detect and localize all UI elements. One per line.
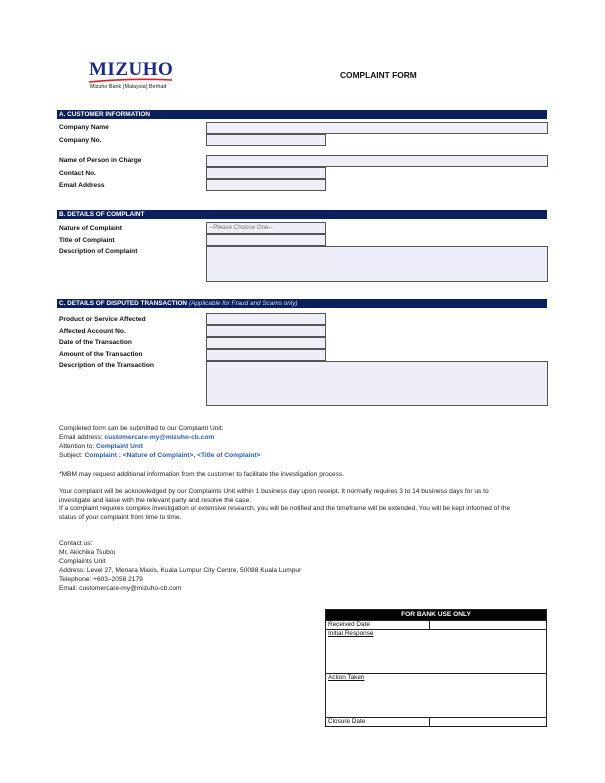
amount-field[interactable] [206, 349, 326, 361]
transaction-description-field[interactable] [206, 361, 548, 406]
closure-date-label: Closure Date [328, 718, 366, 725]
received-date-label: Received Date [328, 621, 370, 628]
company-name-label: Company Name [59, 124, 109, 131]
product-label: Product or Service Affected [59, 316, 146, 323]
table-divider [429, 621, 430, 629]
company-name-field[interactable] [206, 122, 548, 134]
section-c-header [57, 299, 547, 308]
product-field[interactable] [206, 313, 326, 325]
submission-email-label: Email address: [59, 434, 105, 441]
company-no-field[interactable] [206, 134, 326, 146]
contact-telephone: Telephone: +603–2058 2179 [59, 576, 143, 583]
contact-email: Email: customercare-my@mizuho-cb.com [59, 585, 182, 592]
action-taken-label: Action Taken [328, 674, 365, 681]
transaction-description-label: Description of the Transaction [59, 362, 154, 369]
submission-subject [59, 451, 260, 460]
title-label: Title of Complaint [59, 237, 115, 244]
submission-attention-label: Attention to: [59, 443, 97, 450]
closure-date-row [326, 717, 546, 726]
action-taken-row [326, 673, 546, 717]
ack-line-4: status of your complaint from time to time. [59, 514, 182, 521]
amount-label: Amount of the Transaction [59, 351, 143, 358]
submission-email-link[interactable]: customercare-my@mizuho-cb.com [104, 434, 215, 441]
ack-line-1: Your complaint will be acknowledged by our Complaints Unit within 1 business day upon receipt. It normally requires 3 to 14 business days for us to [59, 488, 489, 495]
description-label: Description of Complaint [59, 248, 138, 255]
received-date-row [326, 620, 546, 629]
submission-attention [59, 442, 143, 451]
contact-unit: Complaints Unit [59, 558, 106, 565]
email-field[interactable] [206, 179, 326, 191]
date-field[interactable] [206, 337, 326, 349]
initial-response-label: Initial Response [328, 630, 374, 637]
submission-subject-value: Complaint : <Nature of Complaint>, <Title of Complaint> [84, 452, 261, 459]
ack-line-3: If a complaint requires complex investigation or extensive research, you will be notified and the timeframe will be extended. You will be kept informed of the [59, 505, 511, 512]
bank-use-table [325, 609, 547, 727]
section-a-header: A. CUSTOMER INFORMATION [57, 110, 547, 119]
contact-address: Address: Level 27, Menara Maxis, Kuala Lumpur City Centre, 50088 Kuala Lumpur [59, 567, 302, 574]
title-field[interactable] [206, 234, 326, 246]
mizuho-logo: MIZUHO [89, 59, 174, 80]
table-divider [429, 718, 430, 726]
submission-line: Completed form can be submitted to our Complaint Unit: [59, 425, 224, 432]
section-c-note: (Applicable for Fraud and Scams only) [188, 300, 298, 307]
logo-subtitle: Mizuho Bank (Malaysia) Berhad [90, 84, 167, 90]
account-label: Affected Account No. [59, 328, 126, 335]
contact-no-field[interactable] [206, 167, 326, 179]
person-in-charge-label: Name of Person in Charge [59, 157, 142, 164]
person-in-charge-field[interactable] [206, 155, 548, 167]
bank-use-header: FOR BANK USE ONLY [326, 610, 546, 620]
initial-response-row [326, 629, 546, 673]
company-no-label: Company No. [59, 137, 102, 144]
contact-heading: Contact us: [59, 540, 93, 547]
form-title: COMPLAINT FORM [340, 70, 417, 80]
section-b-header: B. DETAILS OF COMPLAINT [57, 210, 547, 219]
email-label: Email Address [59, 182, 105, 189]
account-field[interactable] [206, 325, 326, 337]
submission-attention-value: Complaint Unit [96, 443, 143, 450]
ack-line-2: investigate and liaise with the relevant party and resolve the case. [59, 497, 252, 504]
submission-email [59, 433, 214, 442]
mbm-note: *MBM may request additional information from the customer to facilitate the investigation process. [59, 471, 345, 478]
submission-subject-label: Subject: [59, 452, 85, 459]
nature-select[interactable] [206, 222, 326, 234]
section-c-title: C. DETAILS OF DISPUTED TRANSACTION [59, 300, 188, 307]
description-field[interactable] [206, 246, 548, 282]
nature-select-value: --Please Choose One-- [209, 224, 273, 231]
contact-no-label: Contact No. [59, 170, 96, 177]
date-label: Date of the Transaction [59, 339, 132, 346]
contact-name: Mr. Akichika Tsuboi [59, 549, 115, 556]
nature-label: Nature of Complaint [59, 225, 123, 232]
